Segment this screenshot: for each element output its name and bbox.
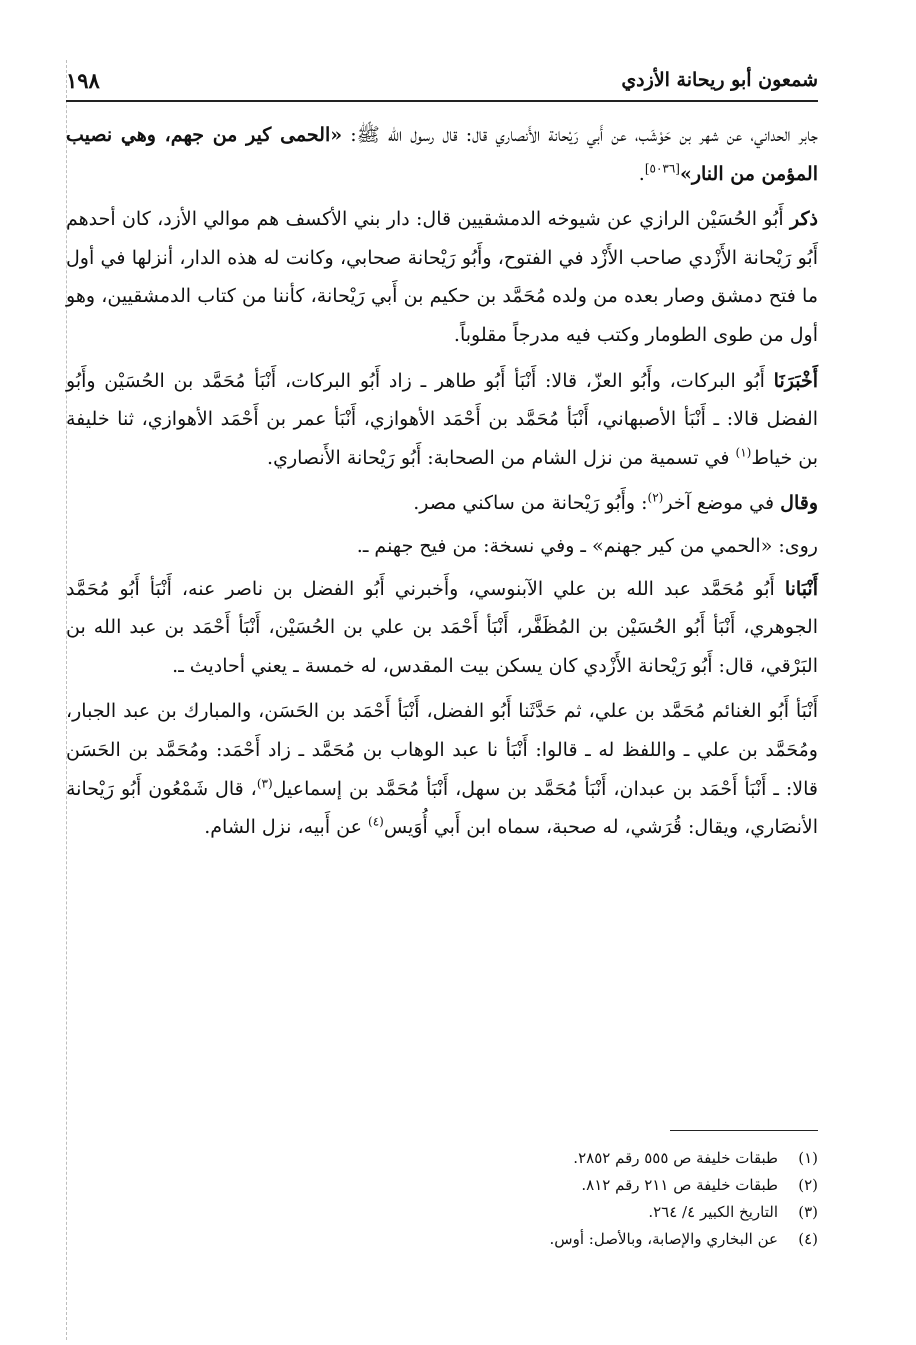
footnote-item [66, 1145, 818, 1172]
paragraph-lead-word: ذكر [790, 208, 818, 231]
footnote-item [66, 1226, 818, 1253]
footnote-text: عن البخاري والإصابة، وبالأصل: أوس. [549, 1230, 778, 1248]
hadith-quote: «الحمى كير من جهم، وهي نصيب المؤمن من النار» [66, 124, 818, 185]
paragraph-text: أَبُو مُحَمَّد عبد الله بن علي الآبنوسي، وأَخبرني أَبُو الفضل بن ناصر عنه، أَنْبَأ أَبُو مُحَمَّد الجوهري، أَنْبَأ أَبُو الحُسَيْن بن المُظَفَّر، أَنْبَأ أَحْمَد بن علي بن الحُسَيْن، أَنْبَأ أَحْمَد بن عبد الله بن البَرْقي، قال: أَبُو رَيْحانة الأَزْدي كان يسكن بيت المقدس، له خمسة ـ يعني أحاديث ـ. [66, 577, 818, 677]
footnote-text: طبقات خليفة ص ٢١١ رقم ٨١٢. [581, 1176, 778, 1194]
footnote-ref-2: (٢) [647, 491, 664, 506]
paragraph-text: جابر الحداني، عن شهر بن حَوْشَب، عن أَبي رَيْحانة الأَنصاري قال: قال رسول الله ﷺ: [342, 124, 818, 146]
paragraph-tail: . [638, 162, 645, 185]
paragraph-1 [66, 116, 818, 193]
footnote-item [66, 1199, 818, 1226]
paragraph-lead-word: وقال [780, 492, 818, 515]
footnote-ref-3: (٣) [256, 776, 273, 791]
footnote-ref-1: (١) [735, 445, 752, 460]
paragraph-6 [66, 570, 818, 686]
footnote-text: التاريخ الكبير ٤/ ٢٦٤. [648, 1203, 778, 1221]
paragraph-tail: عن أَبيه، نزل الشام. [204, 816, 368, 839]
footnotes [66, 1145, 818, 1253]
paragraph-4 [66, 484, 818, 523]
paragraph-text: روى: «الحمي من كير جهنم» ـ وفي نسخة: من فيح جهنم ـ. [356, 534, 818, 557]
paragraph-tail: في تسمية من نزل الشام من الصحابة: أَبُو رَيْحانة الأَنصاري. [267, 446, 736, 469]
page-number: ١٩٨ [66, 67, 100, 93]
paragraph-5 [66, 527, 818, 566]
paragraph-lead-word: أَنْبَانا [784, 577, 818, 600]
footnote-number: (١) [798, 1149, 818, 1167]
paragraph-lead-word: أَخْبَرَنَا [773, 369, 818, 392]
hadith-reference: [٥٠٣٦] [644, 161, 680, 176]
paragraph-text: في موضع آخر [663, 492, 781, 515]
footnote-number: (٢) [798, 1176, 818, 1194]
paragraph-3 [66, 362, 818, 478]
footnote-rule [670, 1130, 818, 1131]
paragraph-2 [66, 200, 818, 354]
footnote-text: طبقات خليفة ص ٥٥٥ رقم ٢٨٥٢. [573, 1149, 778, 1167]
footnote-number: (٣) [798, 1203, 818, 1221]
paragraph-text: أَبُو البركات، وأَبُو العزّ، قالا: أَنْبَأ أَبُو طاهر ـ زاد أَبُو البركات، أَنْبَأ مُحَمَّد بن الحُسَيْن وأَبُو الفضل قالا: ـ أَنْبَأ الأصبهاني، أَنْبَأ مُحَمَّد بن أَحْمَد الأهوازي، أَنْبَأ عمر بن أَحْمَد الأهوازي، ثنا خليفة بن خياط [66, 369, 818, 469]
paragraph-text: أَبُو الحُسَيْن الرازي عن شيوخه الدمشقيين قال: دار بني الأكسف هم موالي الأزد، كان أحدهم أَبُو رَيْحانة الأَزْدي صاحب الأَزْد في الفتوح، وأَبُو رَيْحانة صحابي، وكانت له هذه الدار، أنزلها في أول ما فتح دمشق وصار بعده من ولده مُحَمَّد بن حكيم بن أَبي رَيْحانة، كأننا من كتاب الدمشقيين، وهو أول من طوى الطومار وكتب فيه مدرجاً مقلوباً. [66, 208, 818, 346]
running-title: شمعون أبو ريحانة الأزدي [621, 69, 818, 91]
paragraph-text: أَنْبَأ أَبُو الغنائم مُحَمَّد بن علي، ثم حَدَّثَنا أَبُو الفضل، أَنْبَأ أَحْمَد بن الحَسَن، والمبارك بن عبد الجبار، ومُحَمَّد بن علي ـ واللفظ له ـ قالوا: أَنْبَأ نا عبد الوهاب بن مُحَمَّد ـ زاد أَحْمَد: ومُحَمَّد بن الحَسَن قالا: ـ أَنْبَأ أَحْمَد بن عبدان، أَنْبَأ مُحَمَّد بن سهل، أَنْبَأ مُحَمَّد بن إسماعيل [66, 700, 819, 800]
main-text [66, 116, 818, 854]
paragraph-tail: ، قال شَمْعُون أَبُو رَيْحانة الأنصَاري، ويقال: قُرَشي، له صحبة، سماه ابن أَبي أُوَيس [66, 777, 818, 839]
header-rule [66, 100, 818, 102]
footnote-ref-4: (٤) [368, 814, 384, 829]
paragraph-7 [66, 692, 818, 846]
footnote-item [66, 1172, 818, 1199]
page-header [66, 62, 818, 98]
footnote-number: (٤) [798, 1230, 818, 1248]
paragraph-tail: : وأَبُو رَيْحانة من ساكني مصر. [413, 492, 648, 515]
